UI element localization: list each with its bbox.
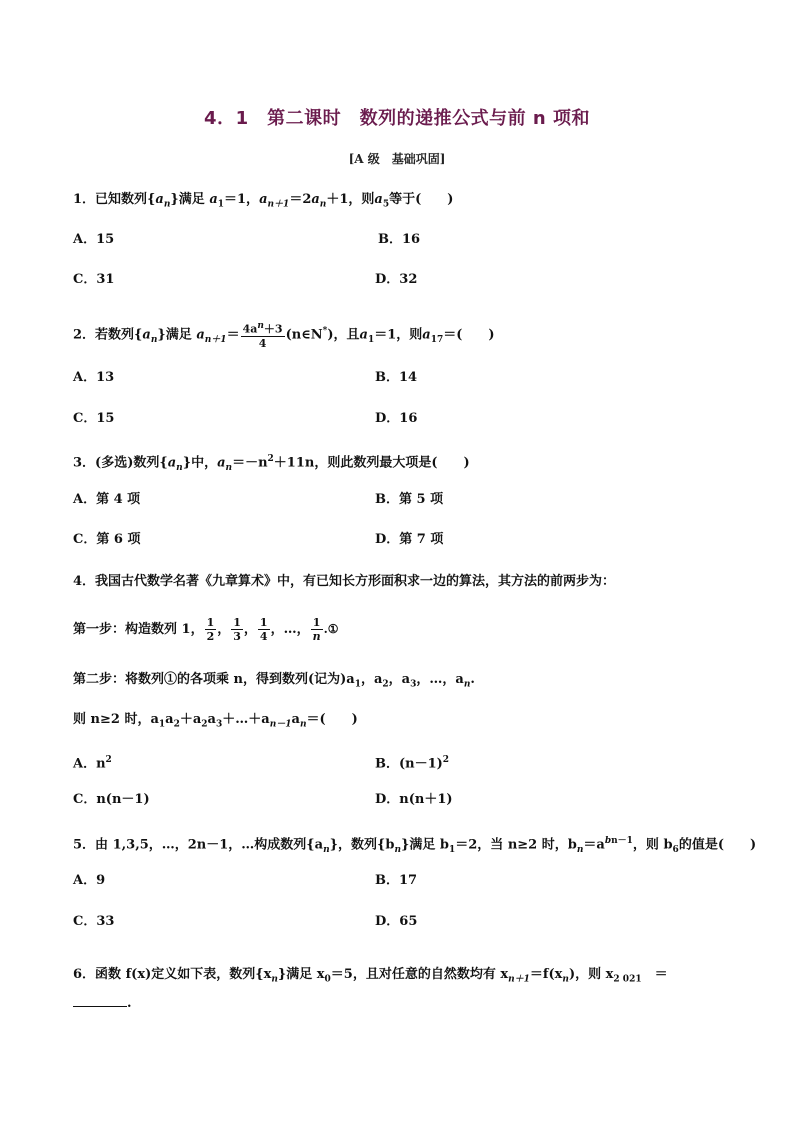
q5-option-c[interactable]: C．33 (73, 914, 115, 929)
question-6-stem: 6．函数 f(x)定义如下表，数列$\{x_n\}$满足 $x_0=5$，且对任意的自然数均有 $x_{n+1}=f(x_n)$，则 $x_{2 021}$ ＝ (73, 967, 668, 985)
q4-question: 则 n≥2 时，$a_1a_2+a_2a_3+\dots+a_{n-1}a_n=$( ) (73, 712, 358, 730)
q3-option-c[interactable]: C．第 6 项 (73, 532, 141, 547)
q2-option-b[interactable]: B．14 (375, 370, 418, 385)
q4-step-two: 第二步：将数列①的各项乘 n，得到数列(记为)$a_1$，$a_2$，$a_3$，…，$a_n$. (73, 672, 475, 690)
q2-fraction: $\frac{4a^n+3}{4}$ (242, 321, 283, 350)
q2-option-a[interactable]: A．13 (73, 370, 115, 385)
fraction-1-n: $\frac{1}{n}$ (312, 616, 321, 643)
page-title: 4．1 第二课时 数列的递推公式与前 n 项和 (204, 108, 590, 129)
question-3-stem: 3．(多选)数列$\{a_n\}$中，$a_n=-n^2+11n$，则此数列最大项是( ) (73, 454, 470, 473)
q3-option-b[interactable]: B．第 5 项 (375, 492, 444, 507)
q5-option-a[interactable]: A．9 (73, 873, 106, 888)
fraction-1-4: $\frac{1}{4}$ (259, 616, 268, 643)
question-5-stem: 5．由 1,3,5，…，2n－1，…构成数列$\{a_n\}$，数列$\{b_n\}$满足 $b_1=2$，当 n≥2 时，$b_n=a^{bn-1}$，则 $b_6$的值是( ) (73, 836, 757, 855)
q3-option-d[interactable]: D．第 7 项 (375, 532, 444, 547)
q5-option-d[interactable]: D．65 (375, 914, 418, 929)
q1-option-d[interactable]: D．32 (375, 272, 418, 287)
q4-option-a[interactable]: A．$n^2$ (73, 755, 112, 772)
question-1-stem: 1．已知数列$\{a_n\}$满足 $a_1=1$，$a_{n+1}=2a_n+1$，则$a_5$等于( ) (73, 192, 454, 210)
fraction-1-3: $\frac{1}{3}$ (233, 616, 241, 643)
section-level: [A 级 基础巩固] (348, 152, 446, 166)
q4-option-c[interactable]: C．n(n－1) (73, 792, 150, 807)
q1-option-c[interactable]: C．31 (73, 272, 115, 287)
fraction-1-2: $\frac{1}{2}$ (206, 616, 215, 643)
q1-option-b[interactable]: B．16 (378, 232, 421, 247)
q3-option-a[interactable]: A．第 4 项 (73, 492, 141, 507)
q2-option-d[interactable]: D．16 (375, 411, 418, 426)
q2-option-c[interactable]: C．15 (73, 411, 115, 426)
q4-option-d[interactable]: D．n(n＋1) (375, 792, 453, 807)
q4-option-b[interactable]: B．$(n-1)^2$ (375, 755, 450, 772)
q5-option-b[interactable]: B．17 (375, 873, 418, 888)
answer-blank[interactable] (73, 994, 127, 1007)
question-2-stem: 2．若数列$\{a_n\}$满足 $a_{n+1}=$ $\frac{4a^n+3}{4}$ (n∈N*)，且$a_1=1$，则$a_{17}=$( ) (73, 321, 495, 350)
q6-answer-line: . (73, 994, 132, 1013)
q4-step-one: 第一步：构造数列 1， $\frac{1}{2}$ ， $\frac{1}{3}$ ， $\frac{1}{4}$ ，…， $\frac{1}{n}$ .① (73, 616, 339, 643)
question-4-stem: 4．我国古代数学名著《九章算术》中，有已知长方形面积求一边的算法，其方法的前两步为： (73, 574, 616, 589)
q1-option-a[interactable]: A．15 (73, 232, 115, 247)
